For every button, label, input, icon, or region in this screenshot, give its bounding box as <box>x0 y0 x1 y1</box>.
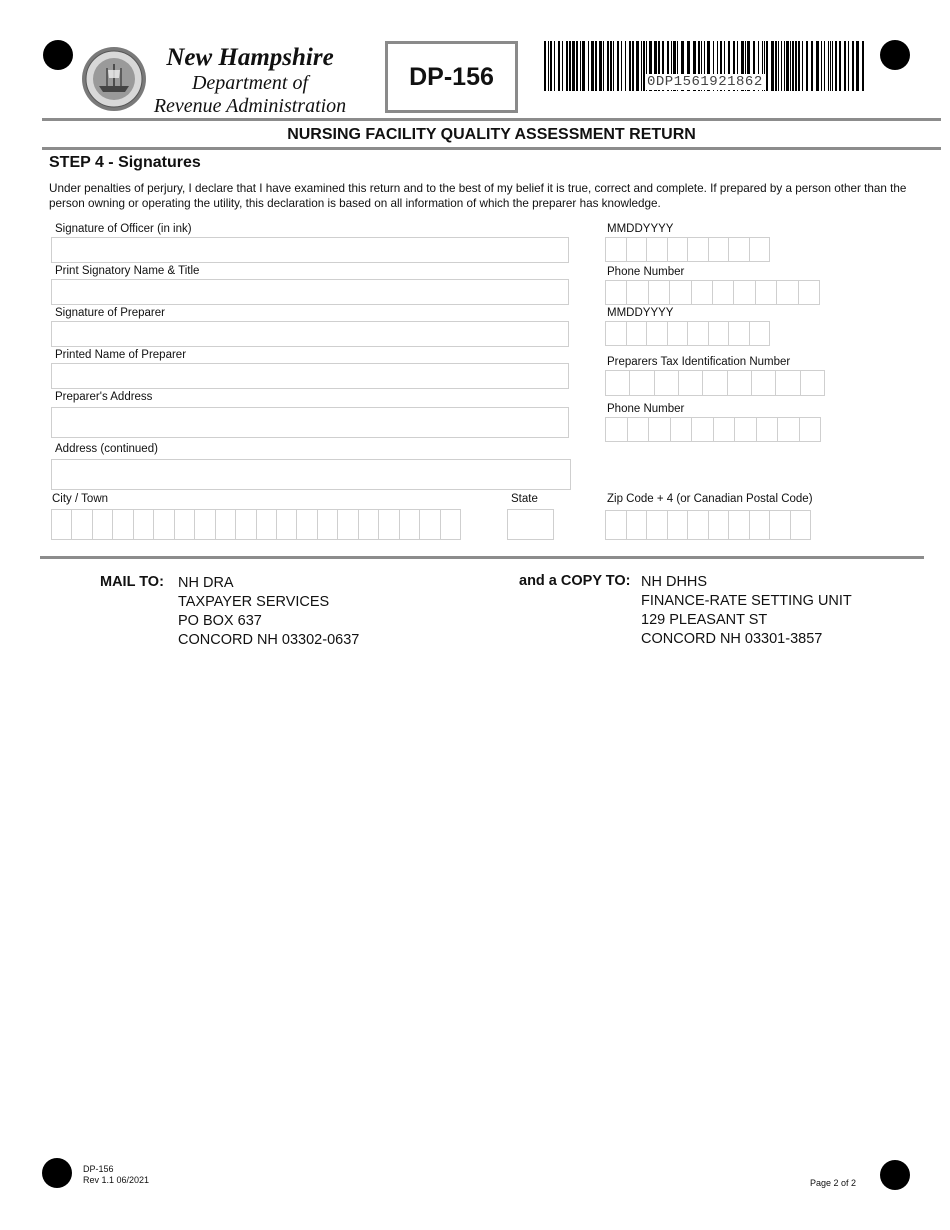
barcode-bar <box>844 41 846 91</box>
officer-signature-field[interactable] <box>51 237 569 263</box>
barcode-bar <box>821 41 822 91</box>
preparer-address-field[interactable] <box>51 407 569 438</box>
char-box[interactable] <box>195 510 215 539</box>
agency-line-2: Department of <box>191 72 309 94</box>
preparer-date-label: MMDDYYYY <box>607 307 674 319</box>
char-box[interactable] <box>750 322 770 345</box>
barcode-bar <box>798 41 800 91</box>
char-box[interactable] <box>649 281 670 304</box>
signatory-phone-label: Phone Number <box>607 266 685 278</box>
char-box[interactable] <box>379 510 399 539</box>
barcode-bar <box>613 41 614 91</box>
barcode-bar <box>766 41 768 91</box>
char-box[interactable] <box>734 281 755 304</box>
char-box[interactable] <box>400 510 420 539</box>
preparer-date-field[interactable] <box>605 321 770 346</box>
char-box[interactable] <box>134 510 154 539</box>
char-box[interactable] <box>729 511 750 539</box>
barcode-bar <box>629 41 631 91</box>
char-box[interactable] <box>801 371 824 395</box>
barcode-bar <box>610 41 612 91</box>
barcode-bar <box>591 41 594 91</box>
barcode-bar <box>617 41 619 91</box>
char-box[interactable] <box>709 322 730 345</box>
barcode-bar <box>778 41 779 91</box>
char-box[interactable] <box>655 371 679 395</box>
mail-to-address <box>178 574 359 650</box>
barcode-bar <box>641 41 642 91</box>
char-box[interactable] <box>776 371 800 395</box>
barcode-bar <box>775 41 777 91</box>
char-box[interactable] <box>668 322 689 345</box>
char-box[interactable] <box>728 371 752 395</box>
char-box[interactable] <box>52 510 72 539</box>
char-box[interactable] <box>770 511 791 539</box>
char-box[interactable] <box>606 511 627 539</box>
mail-to-label: MAIL TO: <box>100 574 164 590</box>
barcode-bar <box>566 41 568 91</box>
copy-to-line: 129 PLEASANT ST <box>641 612 768 628</box>
signatory-phone-field[interactable] <box>605 280 820 305</box>
state-label: State <box>511 493 538 505</box>
char-box[interactable] <box>175 510 195 539</box>
barcode-bar <box>562 41 563 91</box>
barcode-bar <box>856 41 859 91</box>
barcode-bar <box>792 41 794 91</box>
mail-to-line: NH DRA <box>178 575 234 591</box>
char-box[interactable] <box>750 511 771 539</box>
barcode-bar <box>625 41 626 91</box>
char-box[interactable] <box>359 510 379 539</box>
barcode-bar <box>839 41 841 91</box>
state-field[interactable] <box>507 509 554 540</box>
char-box[interactable] <box>627 281 648 304</box>
registration-mark-bottom-right <box>880 1160 910 1190</box>
form-title: NURSING FACILITY QUALITY ASSESSMENT RETURN <box>287 126 696 143</box>
barcode-number: 0DP1561921862 <box>647 74 763 90</box>
barcode-bar <box>824 41 825 91</box>
barcode-bar <box>636 41 639 91</box>
mail-to-line: CONCORD NH 03302-0637 <box>178 632 360 648</box>
preparer-signature-field[interactable] <box>51 321 569 347</box>
barcode-bar <box>588 41 589 91</box>
char-box[interactable] <box>236 510 256 539</box>
char-box[interactable] <box>757 418 779 441</box>
barcode-bar <box>632 41 634 91</box>
char-box[interactable] <box>606 281 627 304</box>
address-continued-field[interactable] <box>51 459 571 490</box>
barcode-bar <box>558 41 560 91</box>
char-box[interactable] <box>714 418 736 441</box>
char-box[interactable] <box>297 510 317 539</box>
char-box[interactable] <box>688 322 709 345</box>
char-box[interactable] <box>318 510 338 539</box>
char-box[interactable] <box>277 510 297 539</box>
state-seal-icon <box>81 46 147 112</box>
barcode-bar <box>580 41 581 91</box>
barcode-bar <box>582 41 585 91</box>
barcode-bar <box>802 41 803 91</box>
barcode-bar <box>544 41 546 91</box>
city-label: City / Town <box>52 493 109 505</box>
preparer-phone-field[interactable] <box>605 417 821 442</box>
char-box[interactable] <box>679 371 703 395</box>
char-box[interactable] <box>420 510 440 539</box>
form-number: DP-156 <box>385 41 518 113</box>
zip-label: Zip Code + 4 (or Canadian Postal Code) <box>607 493 813 505</box>
char-box[interactable] <box>671 418 693 441</box>
char-box[interactable] <box>713 281 734 304</box>
char-box[interactable] <box>729 322 750 345</box>
char-box[interactable] <box>628 418 650 441</box>
barcode-bar <box>599 41 602 91</box>
barcode-bar <box>554 41 555 91</box>
mail-to-line: TAXPAYER SERVICES <box>178 594 330 610</box>
char-box[interactable] <box>709 238 730 261</box>
barcode-bar <box>828 41 829 91</box>
barcode-bar <box>781 41 782 91</box>
registration-mark-bottom-left <box>42 1158 72 1188</box>
preparer-name-field[interactable] <box>51 363 569 389</box>
registration-mark-top-right <box>880 40 910 70</box>
footer-form-info <box>83 1164 149 1186</box>
barcode-bar <box>811 41 813 91</box>
footer-page-number: Page 2 of 2 <box>810 1178 857 1188</box>
char-box[interactable] <box>627 511 648 539</box>
barcode-bar <box>548 41 549 91</box>
barcode-bar <box>595 41 597 91</box>
char-box[interactable] <box>441 510 460 539</box>
copy-to-label: and a COPY TO: <box>519 573 631 589</box>
preparer-address-label: Preparer's Address <box>55 391 153 403</box>
char-box[interactable] <box>692 281 713 304</box>
header-divider <box>42 118 941 121</box>
barcode-bar <box>795 41 797 91</box>
officer-signature-label: Signature of Officer (in ink) <box>55 223 192 235</box>
char-box[interactable] <box>257 510 277 539</box>
barcode-bar <box>621 41 622 91</box>
barcode-bar <box>862 41 864 91</box>
barcode-bar <box>607 41 609 91</box>
char-box[interactable] <box>630 371 654 395</box>
barcode-bar <box>848 41 849 91</box>
char-box[interactable] <box>606 238 627 261</box>
char-box[interactable] <box>216 510 236 539</box>
preparer-phone-label: Phone Number <box>607 403 685 415</box>
agency-line-1: New Hampshire <box>166 44 334 71</box>
officer-date-field[interactable] <box>605 237 770 262</box>
char-box[interactable] <box>799 281 819 304</box>
step-heading: STEP 4 - Signatures <box>49 154 201 171</box>
barcode-bar <box>816 41 819 91</box>
address-continued-label: Address (continued) <box>55 443 158 455</box>
barcode-bar <box>603 41 604 91</box>
char-box[interactable] <box>93 510 113 539</box>
copy-to-address <box>641 573 852 649</box>
char-box[interactable] <box>338 510 358 539</box>
barcode-bar <box>832 41 833 91</box>
char-box[interactable] <box>688 238 709 261</box>
char-box[interactable] <box>606 371 630 395</box>
signatory-name-field[interactable] <box>51 279 569 305</box>
char-box[interactable] <box>778 418 800 441</box>
char-box[interactable] <box>72 510 92 539</box>
char-box[interactable] <box>647 238 668 261</box>
char-box[interactable] <box>777 281 798 304</box>
officer-date-label: MMDDYYYY <box>607 223 674 235</box>
char-box[interactable] <box>606 322 627 345</box>
preparer-signature-label: Signature of Preparer <box>55 307 165 319</box>
char-box[interactable] <box>735 418 757 441</box>
char-box[interactable] <box>703 371 727 395</box>
registration-mark-top-left <box>43 40 73 70</box>
preparer-name-label: Printed Name of Preparer <box>55 349 187 361</box>
char-box[interactable] <box>756 281 777 304</box>
barcode-bar <box>786 41 789 91</box>
char-box[interactable] <box>752 371 776 395</box>
barcode-bar <box>550 41 552 91</box>
char-box[interactable] <box>649 418 671 441</box>
preparer-tin-field[interactable] <box>605 370 825 396</box>
section-divider <box>40 556 924 559</box>
char-box[interactable] <box>627 322 648 345</box>
char-box[interactable] <box>729 238 750 261</box>
copy-to-line: NH DHHS <box>641 574 708 590</box>
char-box[interactable] <box>750 238 770 261</box>
barcode-bar <box>852 41 854 91</box>
char-box[interactable] <box>647 511 668 539</box>
char-box[interactable] <box>791 511 811 539</box>
barcode-bar <box>806 41 808 91</box>
barcode-bar <box>771 41 774 91</box>
char-box[interactable] <box>154 510 174 539</box>
declaration-text: Under penalties of perjury, I declare that I have examined this return and to the best of my belief it is true, correct and complete. If prepared by a person other than the person owning or operating the utility, this declaration is based on all information of which the preparer has knowledge. <box>49 182 907 210</box>
city-field[interactable] <box>51 509 461 540</box>
copy-to-line: FINANCE-RATE SETTING UNIT <box>641 593 852 609</box>
char-box[interactable] <box>647 322 668 345</box>
mail-to-line: PO BOX 637 <box>178 613 262 629</box>
char-box[interactable] <box>668 238 689 261</box>
char-box[interactable] <box>606 418 628 441</box>
preparer-tin-label: Preparers Tax Identification Number <box>607 356 791 368</box>
copy-to-line: CONCORD NH 03301-3857 <box>641 631 823 647</box>
agency-name <box>140 44 360 118</box>
footer-form-number: DP-156 <box>83 1164 114 1174</box>
agency-line-3: Revenue Administration <box>153 95 347 117</box>
barcode-bar <box>572 41 575 91</box>
barcode-bar <box>830 41 831 91</box>
barcode-bar <box>569 41 571 91</box>
char-box[interactable] <box>692 418 714 441</box>
char-box[interactable] <box>800 418 821 441</box>
barcode-bar <box>784 41 785 91</box>
char-box[interactable] <box>627 238 648 261</box>
barcode-bar <box>790 41 791 91</box>
char-box[interactable] <box>688 511 709 539</box>
char-box[interactable] <box>670 281 691 304</box>
zip-field[interactable] <box>605 510 811 540</box>
char-box[interactable] <box>709 511 730 539</box>
barcode-bar <box>835 41 837 91</box>
char-box[interactable] <box>113 510 133 539</box>
char-box[interactable] <box>668 511 689 539</box>
barcode-bar <box>576 41 578 91</box>
title-divider <box>42 147 941 150</box>
signatory-name-label: Print Signatory Name & Title <box>55 265 200 277</box>
footer-revision: Rev 1.1 06/2021 <box>83 1175 150 1185</box>
